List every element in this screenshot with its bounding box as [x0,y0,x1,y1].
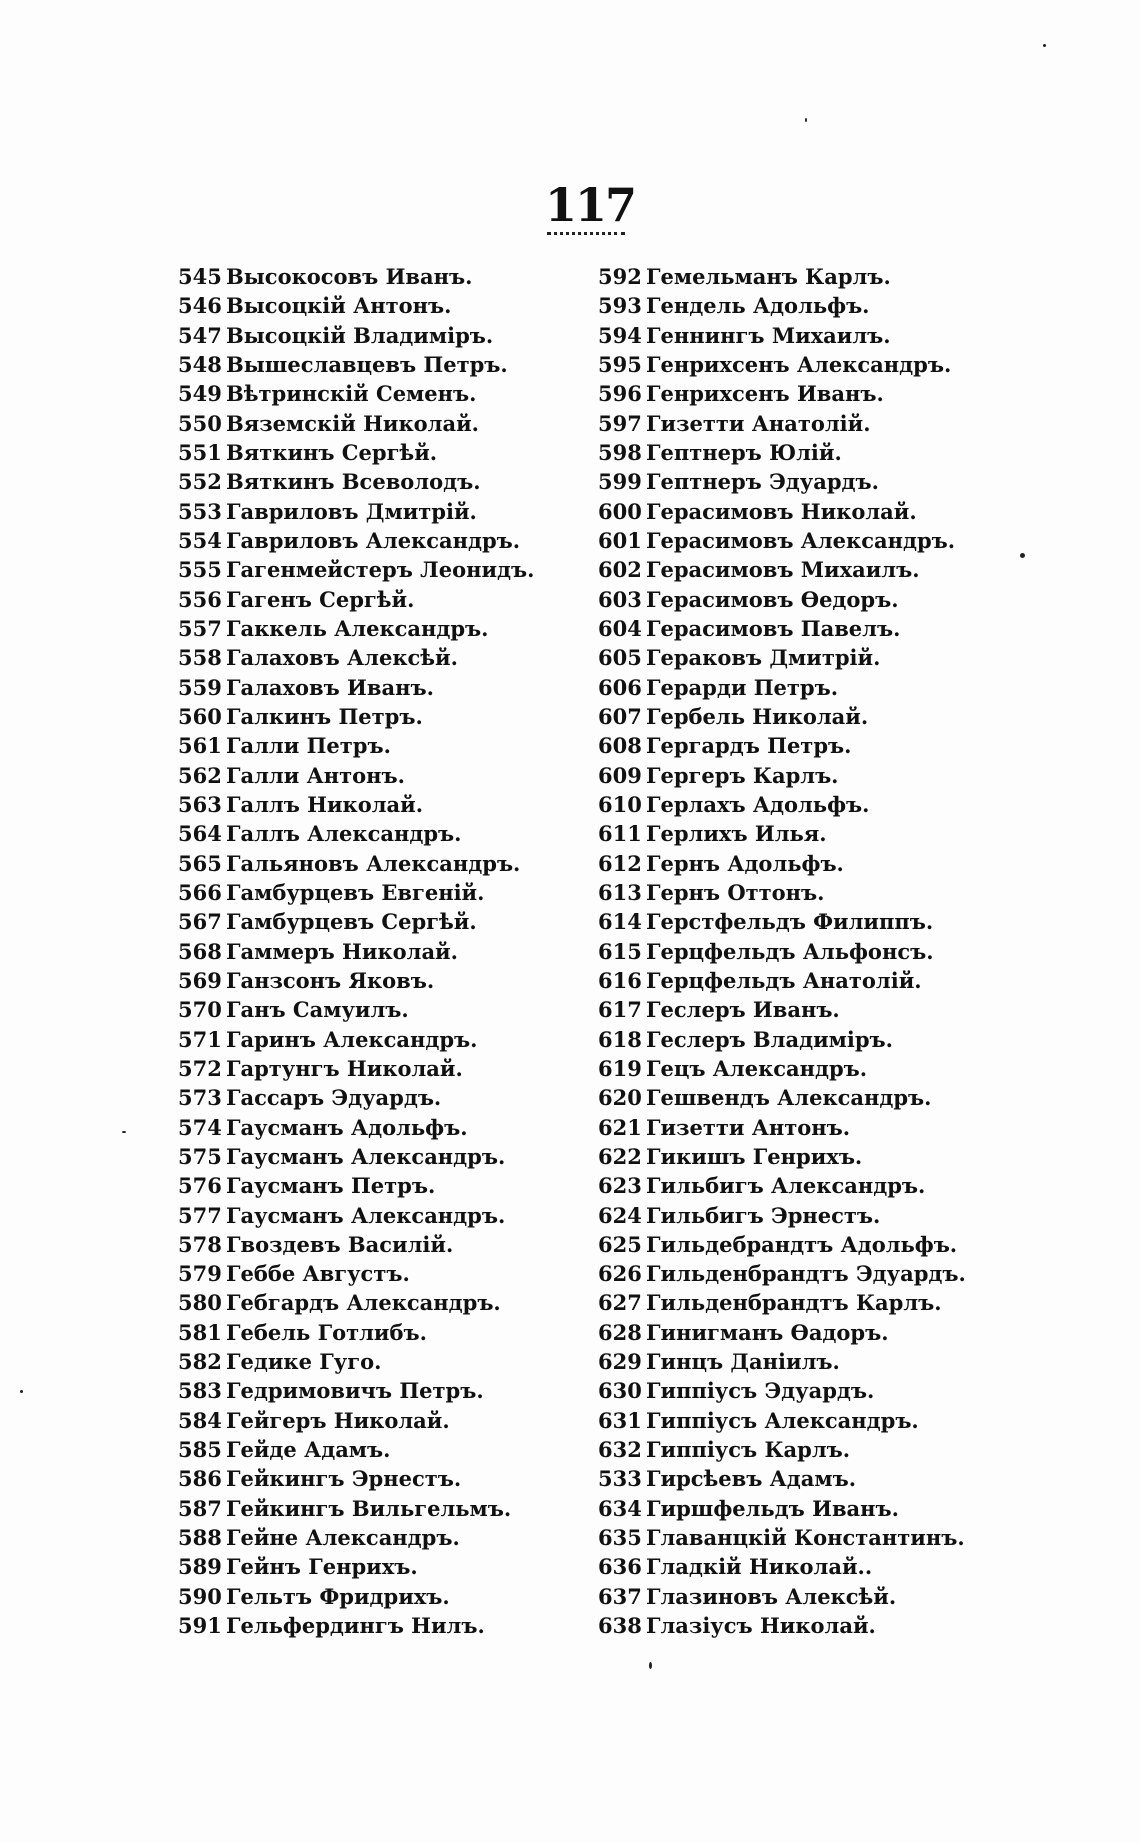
list-item [598,1054,966,1083]
entry-number: 620 [598,1085,642,1111]
entry-number: 560 [178,703,222,729]
entry-number: 599 [598,469,642,495]
entry-name: Гельтъ Фридрихъ. [226,1583,450,1609]
entry-number: 615 [598,938,642,964]
list-item [598,1464,966,1493]
list-item [598,966,966,995]
entry-name: Герасимовъ Михаилъ. [646,557,920,583]
entry-name: Герасимовъ Павелъ. [646,615,901,641]
entry-name: Гейнъ Генрихъ. [226,1554,418,1580]
entry-number: 546 [178,293,222,319]
entry-name: Гиппіусъ Александръ. [646,1407,919,1433]
entry-number: 553 [178,498,222,524]
list-item [598,849,966,878]
entry-number: 593 [598,293,642,319]
entry-name: Вяткинъ Всеволодъ. [226,469,481,495]
entry-number: 578 [178,1231,222,1257]
entry-number: 561 [178,733,222,759]
list-item [178,585,534,614]
entry-number: 596 [598,381,642,407]
entry-number: 559 [178,674,222,700]
entry-number: 625 [598,1231,642,1257]
list-item [178,643,534,672]
entry-name: Гаусманъ Александръ. [226,1202,506,1228]
list-item [178,673,534,702]
entry-name: Гаккель Александръ. [226,615,489,641]
entry-name: Геббе Августъ. [226,1261,410,1287]
entry-number: 545 [178,264,222,289]
list-item [598,1230,966,1259]
entry-number: 555 [178,557,222,583]
list-item [178,995,534,1024]
entry-name: Гецъ Александръ. [646,1055,868,1081]
list-item [598,702,966,731]
scan-speck [1020,553,1025,558]
entry-name: Гейкингъ Эрнестъ. [226,1466,462,1492]
entry-name: Ганъ Самуилъ. [226,997,409,1023]
entry-name: Геннингъ Михаилъ. [646,322,891,348]
left-column [178,262,534,1640]
entry-name: Галкинъ Петръ. [226,703,423,729]
scan-speck [122,1131,126,1133]
list-item [178,1083,534,1112]
entry-name: Гаусманъ Адольфъ. [226,1114,468,1140]
list-item [178,497,534,526]
entry-name: Гендель Адольфъ. [646,293,870,319]
list-item [598,614,966,643]
entry-name: Гельфердингъ Нилъ. [226,1613,485,1639]
list-item [598,643,966,672]
entry-name: Герлахъ Адольфъ. [646,791,870,817]
list-item [178,1025,534,1054]
entry-name: Генрихсенъ Александръ. [646,351,952,377]
list-item [598,350,966,379]
entry-number: 605 [598,645,642,671]
list-item [598,321,966,350]
entry-name: Герцфельдъ Анатолій. [646,967,922,993]
entry-number: 579 [178,1261,222,1287]
scan-speck [20,1390,23,1393]
entry-number: 549 [178,381,222,407]
entry-name: Вышеславцевъ Петръ. [226,351,508,377]
list-item [598,1113,966,1142]
scan-speck [1043,44,1046,47]
entry-number: 598 [598,439,642,465]
entry-number: 533 [598,1466,642,1492]
entry-name: Гейне Александръ. [226,1525,460,1551]
entry-name: Гаммеръ Николай. [226,938,458,964]
entry-number: 597 [598,410,642,436]
entry-number: 580 [178,1290,222,1316]
entry-number: 567 [178,909,222,935]
entry-number: 590 [178,1583,222,1609]
entry-name: Высокосовъ Иванъ. [226,264,473,289]
entry-number: 573 [178,1085,222,1111]
entry-number: 610 [598,791,642,817]
right-column [598,262,966,1640]
list-item [598,467,966,496]
entry-number: 637 [598,1583,642,1609]
entry-number: 577 [178,1202,222,1228]
list-item [178,526,534,555]
list-item [178,321,534,350]
entry-name: Герасимовъ Ѳедоръ. [646,586,899,612]
entry-number: 614 [598,909,642,935]
entry-number: 550 [178,410,222,436]
entry-name: Гедримовичъ Петръ. [226,1378,484,1404]
list-item [178,379,534,408]
entry-name: Глазіусъ Николай. [646,1613,876,1639]
list-item [178,1435,534,1464]
entry-number: 557 [178,615,222,641]
entry-name: Герцфельдъ Альфонсъ. [646,938,934,964]
entry-name: Герстфельдъ Филиппъ. [646,909,934,935]
entry-number: 623 [598,1173,642,1199]
entry-name: Гильденбрандтъ Карлъ. [646,1290,942,1316]
list-item [598,555,966,584]
list-item [178,966,534,995]
list-item [598,291,966,320]
list-item [178,262,534,291]
entry-name: Гергеръ Карлъ. [646,762,839,788]
entry-number: 618 [598,1026,642,1052]
list-item [178,1376,534,1405]
entry-name: Геслеръ Владиміръ. [646,1026,893,1052]
entry-number: 589 [178,1554,222,1580]
list-item [598,379,966,408]
entry-name: Гизетти Антонъ. [646,1114,851,1140]
entry-name: Гешвендъ Александръ. [646,1085,932,1111]
list-item [178,1347,534,1376]
entry-name: Гиршфельдъ Иванъ. [646,1495,899,1521]
entry-number: 558 [178,645,222,671]
scan-speck [805,118,807,122]
list-item [178,1494,534,1523]
entry-number: 594 [598,322,642,348]
list-item [178,761,534,790]
entry-number: 582 [178,1349,222,1375]
entry-number: 591 [178,1613,222,1639]
entry-number: 603 [598,586,642,612]
entry-name: Галлъ Александръ. [226,821,462,847]
entry-name: Высоцкій Антонъ. [226,293,452,319]
entry-name: Гассаръ Эдуардъ. [226,1085,442,1111]
entry-name: Гинигманъ Ѳадоръ. [646,1319,889,1345]
entry-name: Гептнеръ Юлій. [646,439,842,465]
entry-name: Гаусманъ Петръ. [226,1173,436,1199]
list-item [178,291,534,320]
entry-name: Галаховъ Алексѣй. [226,645,458,671]
list-item [598,262,966,291]
list-item [598,1406,966,1435]
entry-number: 609 [598,762,642,788]
entry-number: 585 [178,1437,222,1463]
entry-number: 628 [598,1319,642,1345]
entry-number: 632 [598,1437,642,1463]
entry-number: 616 [598,967,642,993]
list-item [178,1552,534,1581]
list-item [178,1318,534,1347]
list-item [598,937,966,966]
entry-number: 601 [598,527,642,553]
entry-number: 562 [178,762,222,788]
entry-number: 556 [178,586,222,612]
entry-name: Гильбигъ Эрнестъ. [646,1202,881,1228]
list-item [598,1376,966,1405]
entry-name: Гиппіусъ Карлъ. [646,1437,851,1463]
entry-number: 563 [178,791,222,817]
list-item [178,1054,534,1083]
entry-name: Вяткинъ Сергѣй. [226,439,438,465]
entry-name: Гикишъ Генрихъ. [646,1143,863,1169]
entry-number: 636 [598,1554,642,1580]
entry-number: 554 [178,527,222,553]
list-item [178,1464,534,1493]
entry-name: Герасимовъ Александръ. [646,527,956,553]
entry-number: 575 [178,1143,222,1169]
list-item [598,1142,966,1171]
entry-number: 612 [598,850,642,876]
list-item [178,702,534,731]
entry-name: Глазиновъ Алексѣй. [646,1583,897,1609]
entry-number: 607 [598,703,642,729]
entry-number: 586 [178,1466,222,1492]
entry-number: 629 [598,1349,642,1375]
list-item [598,585,966,614]
list-item [598,1083,966,1112]
list-item [178,1406,534,1435]
entry-number: 547 [178,322,222,348]
list-item [598,1435,966,1464]
list-item [178,1171,534,1200]
list-item [598,1201,966,1230]
entry-number: 576 [178,1173,222,1199]
list-item [178,790,534,819]
entry-name: Гаринъ Александръ. [226,1026,478,1052]
entry-number: 587 [178,1495,222,1521]
list-item [598,1318,966,1347]
entry-name: Гильдебрандтъ Адольфъ. [646,1231,958,1257]
list-item [598,790,966,819]
entry-name: Гептнеръ Эдуардъ. [646,469,879,495]
entry-name: Гагенъ Сергѣй. [226,586,415,612]
entry-name: Гартунгъ Николай. [226,1055,463,1081]
entry-number: 621 [598,1114,642,1140]
entry-name: Гинцъ Даніилъ. [646,1349,840,1375]
entry-number: 611 [598,821,642,847]
list-item [598,1347,966,1376]
entry-name: Гейгеръ Николай. [226,1407,450,1433]
list-item [178,409,534,438]
list-item [178,1259,534,1288]
entry-name: Гавриловъ Дмитрій. [226,498,477,524]
list-item [598,995,966,1024]
list-item [598,761,966,790]
page-number: 117 [545,178,636,232]
entry-number: 551 [178,439,222,465]
entry-number: 613 [598,879,642,905]
entry-name: Генрихсенъ Иванъ. [646,381,884,407]
entry-name: Гизетти Анатолій. [646,410,871,436]
entry-number: 568 [178,938,222,964]
entry-number: 630 [598,1378,642,1404]
list-item [598,497,966,526]
entry-number: 608 [598,733,642,759]
list-item [598,1611,966,1640]
list-item [178,1523,534,1552]
list-item [178,1611,534,1640]
list-item [178,1288,534,1317]
entry-name: Гербель Николай. [646,703,869,729]
entry-number: 604 [598,615,642,641]
entry-number: 592 [598,264,642,289]
entry-name: Гернъ Оттонъ. [646,879,825,905]
entry-number: 602 [598,557,642,583]
list-item [178,438,534,467]
scan-speck [649,1662,652,1669]
entry-number: 626 [598,1261,642,1287]
entry-number: 565 [178,850,222,876]
list-item [598,1552,966,1581]
list-item [598,878,966,907]
entry-number: 595 [598,351,642,377]
entry-name: Герасимовъ Николай. [646,498,917,524]
list-item [178,1230,534,1259]
entry-name: Герарди Петръ. [646,674,839,700]
entry-number: 566 [178,879,222,905]
entry-name: Главанцкій Константинъ. [646,1525,965,1551]
entry-number: 622 [598,1143,642,1169]
entry-number: 570 [178,997,222,1023]
list-item [598,673,966,702]
entry-name: Гладкій Николай.. [646,1554,873,1580]
entry-name: Герлихъ Илья. [646,821,827,847]
entry-name: Гернъ Адольфъ. [646,850,844,876]
entry-name: Гедике Гуго. [226,1349,382,1375]
list-item [178,849,534,878]
list-item [598,1259,966,1288]
list-item [598,731,966,760]
entry-name: Гергардъ Петръ. [646,733,852,759]
entry-number: 572 [178,1055,222,1081]
entry-number: 588 [178,1525,222,1551]
entry-number: 600 [598,498,642,524]
list-item [178,907,534,936]
entry-number: 617 [598,997,642,1023]
entry-number: 631 [598,1407,642,1433]
entry-name: Гавриловъ Александръ. [226,527,521,553]
entry-name: Гемельманъ Карлъ. [646,264,891,289]
entry-number: 624 [598,1202,642,1228]
list-item [178,1142,534,1171]
entry-name: Гебель Готлибъ. [226,1319,427,1345]
entry-number: 627 [598,1290,642,1316]
list-item [598,1288,966,1317]
entry-number: 638 [598,1613,642,1639]
entry-name: Галли Антонъ. [226,762,405,788]
list-item [178,614,534,643]
list-item [598,819,966,848]
list-item [178,819,534,848]
entry-name: Гальяновъ Александръ. [226,850,521,876]
entry-name: Гильбигъ Александръ. [646,1173,926,1199]
list-item [178,350,534,379]
list-item [178,878,534,907]
list-item [598,438,966,467]
entry-name: Гиппіусъ Эдуардъ. [646,1378,875,1404]
list-item [178,937,534,966]
entry-number: 606 [598,674,642,700]
entry-number: 634 [598,1495,642,1521]
list-item [598,1025,966,1054]
list-item [598,1582,966,1611]
entry-name: Галаховъ Иванъ. [226,674,434,700]
entry-number: 569 [178,967,222,993]
entry-name: Гвоздевъ Василій. [226,1231,454,1257]
entry-number: 583 [178,1378,222,1404]
entry-number: 564 [178,821,222,847]
entry-number: 548 [178,351,222,377]
list-item [178,1582,534,1611]
entry-name: Гамбурцевъ Сергѣй. [226,909,477,935]
entry-name: Гамбурцевъ Евгеній. [226,879,485,905]
entry-number: 635 [598,1525,642,1551]
list-item [178,731,534,760]
entry-number: 619 [598,1055,642,1081]
entry-name: Гагенмейстеръ Леонидъ. [226,557,535,583]
entry-name: Гильденбрандтъ Эдуардъ. [646,1261,966,1287]
entry-name: Ганзсонъ Яковъ. [226,967,435,993]
list-item [178,1201,534,1230]
entry-name: Гейкингъ Вильгельмъ. [226,1495,512,1521]
list-item [598,1523,966,1552]
list-item [598,526,966,555]
entry-name: Вѣтринскій Семенъ. [226,381,477,407]
entry-name: Галли Петръ. [226,733,391,759]
entry-name: Высоцкій Владиміръ. [226,322,494,348]
list-item [178,1113,534,1142]
entry-name: Гейде Адамъ. [226,1437,391,1463]
list-item [598,409,966,438]
entry-number: 584 [178,1407,222,1433]
list-item [178,555,534,584]
entry-name: Гаусманъ Александръ. [226,1143,506,1169]
list-item [598,1494,966,1523]
list-item [178,467,534,496]
entry-number: 571 [178,1026,222,1052]
entry-name: Геслеръ Иванъ. [646,997,840,1023]
entry-number: 581 [178,1319,222,1345]
entry-number: 552 [178,469,222,495]
list-item [598,907,966,936]
entry-name: Галлъ Николай. [226,791,424,817]
entry-name: Гераковъ Дмитрій. [646,645,881,671]
list-item [598,1171,966,1200]
header-dotted-rule [547,232,625,235]
entry-name: Гебгардъ Александръ. [226,1290,501,1316]
entry-name: Вяземскій Николай. [226,410,479,436]
entry-number: 574 [178,1114,222,1140]
entry-name: Гирсѣевъ Адамъ. [646,1466,857,1492]
